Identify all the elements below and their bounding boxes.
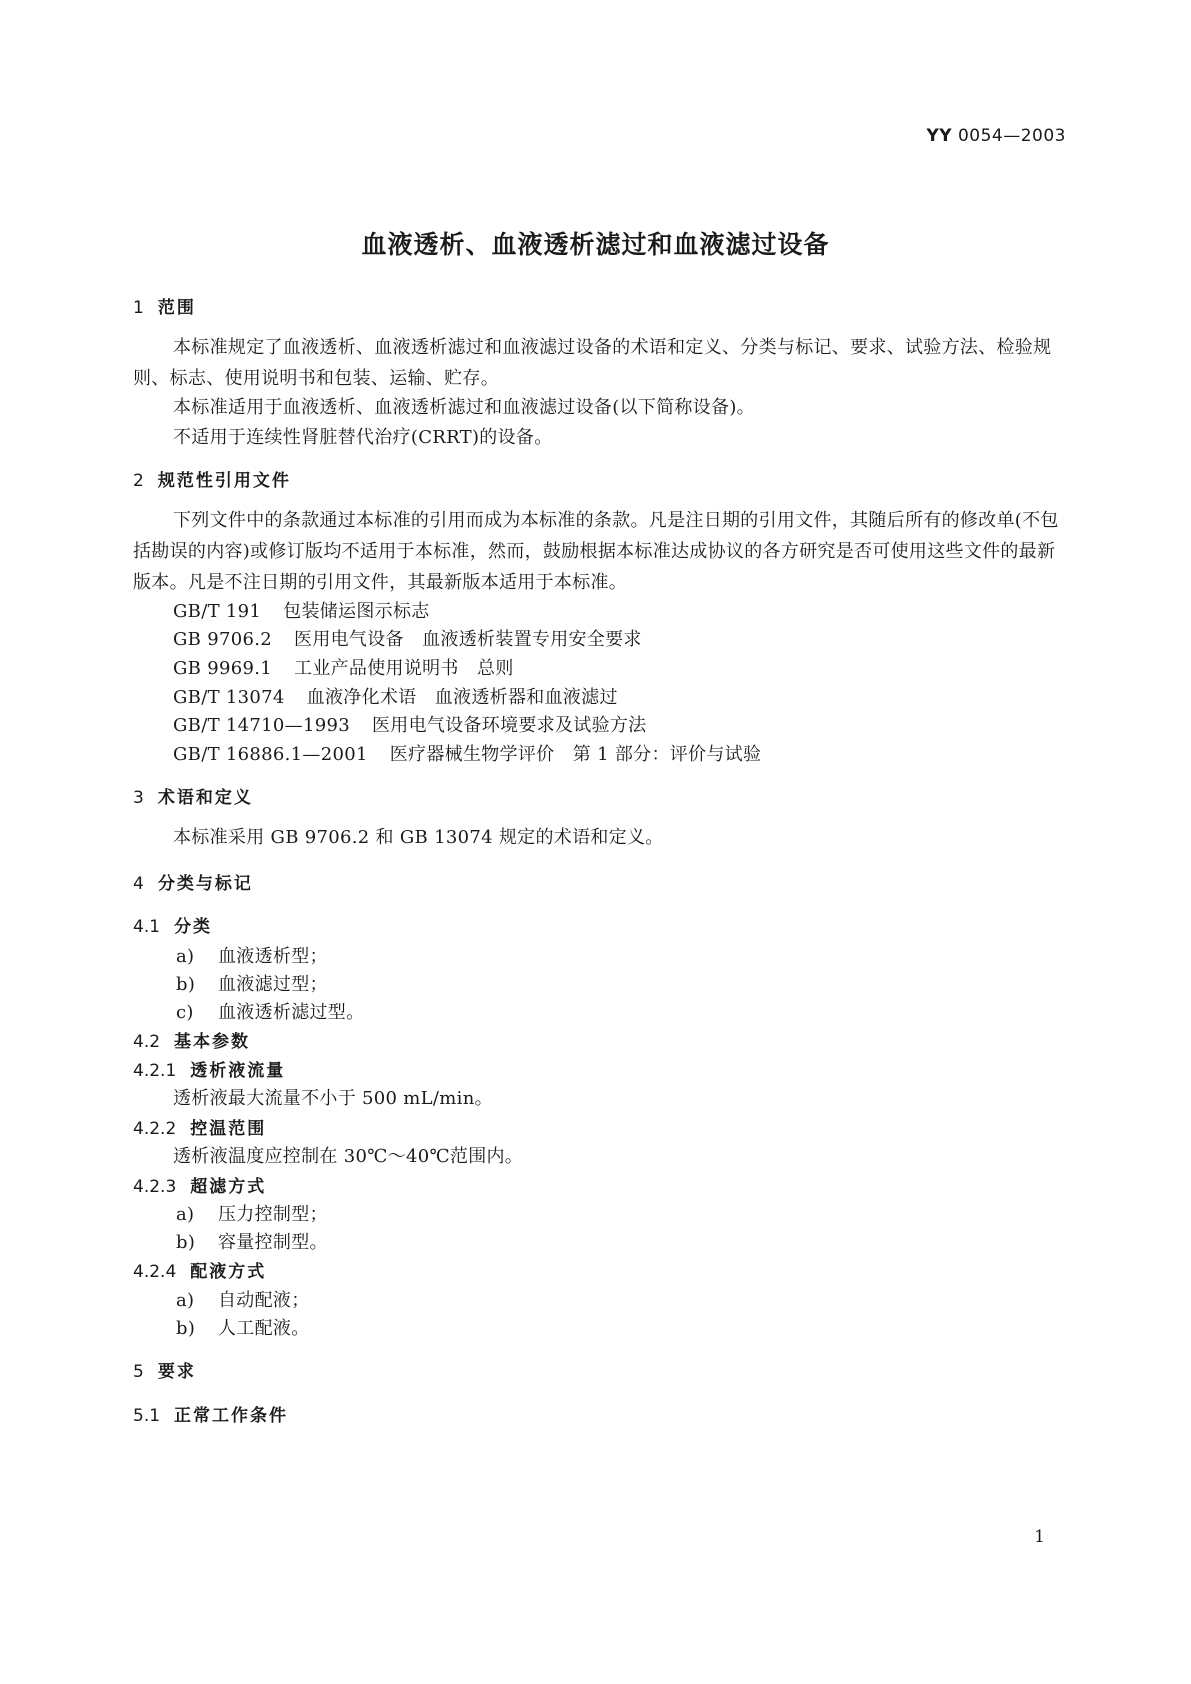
reference-code: GB/T 16886.1—2001: [173, 744, 368, 765]
section-label: 范围: [157, 298, 196, 318]
paragraph-text: 透析液最大流量不小于 500 mL/min。: [173, 1088, 493, 1109]
section-label: 正常工作条件: [174, 1406, 289, 1426]
reference-code: GB 9969.1: [173, 658, 273, 679]
reference-title: 工业产品使用说明书 总则: [294, 658, 514, 679]
list-item: [176, 1286, 310, 1312]
list-marker: a): [176, 1290, 195, 1311]
paragraph-text: 不适用于连续性肾脏替代治疗(CRRT)的设备。: [173, 427, 553, 448]
reference-title: 医用电气设备环境要求及试验方法: [371, 715, 647, 736]
paragraph: [133, 332, 1063, 394]
section-number: 5.1: [133, 1406, 161, 1426]
section-label: 透析液流量: [190, 1061, 286, 1081]
section-label: 分类: [174, 917, 213, 937]
list-text: 压力控制型；: [218, 1204, 328, 1225]
subsection-5-1-heading: [133, 1401, 288, 1426]
subsection-4-2-3-heading: [133, 1172, 266, 1197]
reference-code: GB 9706.2: [173, 629, 273, 650]
section-4-heading: [133, 869, 253, 894]
section-label: 基本参数: [174, 1032, 251, 1052]
subsection-4-1-heading: [133, 912, 212, 937]
section-number: 2: [133, 471, 144, 491]
list-text: 血液透析型；: [218, 946, 328, 967]
paragraph: [133, 422, 1063, 453]
section-number: 5: [133, 1362, 144, 1382]
section-label: 控温范围: [190, 1119, 267, 1139]
section-1-heading: [133, 293, 196, 318]
reference-item: [173, 625, 642, 651]
reference-code: GB/T 191: [173, 601, 262, 622]
reference-item: [173, 740, 761, 766]
standard-prefix: YY: [926, 126, 953, 146]
section-label: 分类与标记: [157, 874, 253, 894]
reference-title: 医疗器械生物学评价 第 1 部分：评价与试验: [389, 744, 762, 765]
list-item: [176, 970, 328, 996]
paragraph-text: 透析液温度应控制在 30℃～40℃范围内。: [173, 1146, 524, 1167]
list-marker: b): [176, 1318, 196, 1339]
paragraph-text: 本标准适用于血液透析、血液透析滤过和血液滤过设备(以下简称设备)。: [173, 397, 755, 418]
section-label: 要求: [157, 1362, 196, 1382]
list-marker: b): [176, 1232, 196, 1253]
document-title: 血液透析、血液透析滤过和血液滤过设备: [361, 230, 830, 259]
section-3-heading: [133, 783, 253, 808]
section-label: 配液方式: [190, 1262, 267, 1282]
list-item: [176, 998, 364, 1024]
section-number: 4.1: [133, 917, 161, 937]
paragraph: [133, 822, 1063, 853]
reference-title: 医用电气设备 血液透析装置专用安全要求: [294, 629, 642, 650]
reference-title: 血液净化术语 血液透析器和血液滤过: [306, 687, 618, 708]
list-item: [176, 942, 328, 968]
section-number: 3: [133, 788, 144, 808]
paragraph-text: 本标准规定了血液透析、血液透析滤过和血液滤过设备的术语和定义、分类与标记、要求、试验方法、检验规则、标志、使用说明书和包装、运输、贮存。: [133, 337, 1052, 389]
list-text: 人工配液。: [218, 1318, 310, 1339]
list-item: [176, 1228, 328, 1254]
paragraph: [133, 505, 1063, 598]
section-number: 4.2.4: [133, 1262, 177, 1282]
list-text: 自动配液；: [218, 1290, 310, 1311]
section-2-heading: [133, 466, 291, 491]
reference-item: [173, 654, 514, 680]
reference-item: [173, 711, 646, 737]
section-label: 术语和定义: [157, 788, 253, 808]
subsection-4-2-4-heading: [133, 1257, 266, 1282]
list-marker: a): [176, 1204, 195, 1225]
list-item: [176, 1314, 310, 1340]
subsection-4-2-heading: [133, 1027, 250, 1052]
section-label: 超滤方式: [190, 1177, 267, 1197]
section-number: 4.2.2: [133, 1119, 177, 1139]
reference-item: [173, 683, 618, 709]
paragraph: [173, 1084, 493, 1110]
reference-code: GB/T 14710—1993: [173, 715, 350, 736]
paragraph: [173, 1142, 523, 1168]
section-number: 1: [133, 298, 144, 318]
list-marker: c): [176, 1002, 194, 1023]
section-number: 4: [133, 874, 144, 894]
section-number: 4.2: [133, 1032, 161, 1052]
paragraph-text: 下列文件中的条款通过本标准的引用而成为本标准的条款。凡是注日期的引用文件，其随后所有的修改单(不包括勘误的内容)或修订版均不适用于本标准，然而，鼓励根据本标准达成协议的各方研究是否可使用这些文件的最新版本。凡是不注日期的引用文件，其最新版本适用于本标准。: [133, 510, 1059, 593]
section-label: 规范性引用文件: [157, 471, 291, 491]
paragraph-text: 本标准采用 GB 9706.2 和 GB 13074 规定的术语和定义。: [173, 827, 664, 848]
list-text: 血液滤过型；: [218, 974, 328, 995]
page-number: 1: [1034, 1527, 1045, 1547]
reference-code: GB/T 13074: [173, 687, 285, 708]
reference-title: 包装储运图示标志: [283, 601, 430, 622]
subsection-4-2-1-heading: [133, 1056, 285, 1081]
standard-code: [926, 126, 1066, 146]
list-item: [176, 1200, 328, 1226]
list-text: 容量控制型。: [218, 1232, 328, 1253]
list-text: 血液透析滤过型。: [218, 1002, 365, 1023]
section-5-heading: [133, 1357, 196, 1382]
reference-item: [173, 597, 430, 623]
standard-number: 0054—2003: [957, 126, 1066, 146]
section-number: 4.2.1: [133, 1061, 177, 1081]
subsection-4-2-2-heading: [133, 1114, 266, 1139]
list-marker: a): [176, 946, 195, 967]
list-marker: b): [176, 974, 196, 995]
paragraph: [133, 392, 1063, 423]
section-number: 4.2.3: [133, 1177, 177, 1197]
